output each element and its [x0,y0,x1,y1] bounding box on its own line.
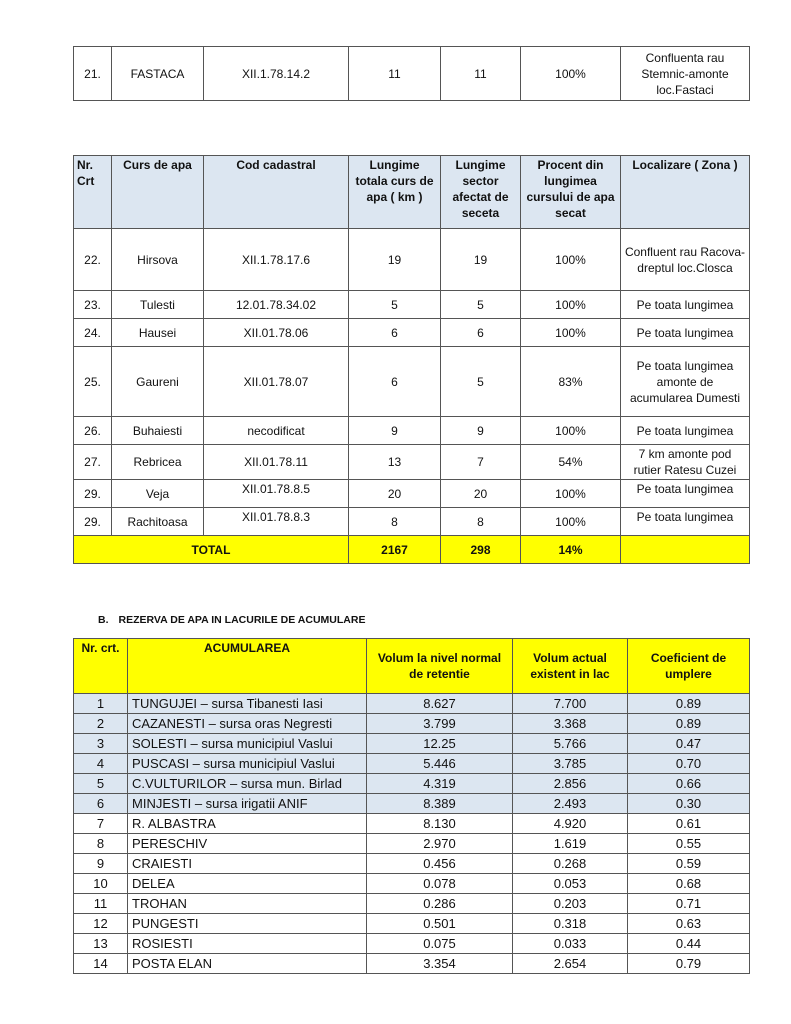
cell-cod: 12.01.78.34.02 [204,291,349,319]
cell-coeficient: 0.68 [628,874,750,894]
cell-loc: Pe toata lungimea amonte de acumularea Dumesti [621,347,750,417]
cell-lung-sec: 7 [441,445,521,480]
table-row [74,229,750,291]
table-row [74,47,750,101]
cell-acumularea: PUSCASI – sursa municipiul Vaslui [128,754,367,774]
total-lung-tot: 2167 [349,536,441,564]
cell-loc: Pe toata lungimea [621,319,750,347]
cell-volum-actual: 1.619 [513,834,628,854]
cell-volum-actual: 3.368 [513,714,628,734]
cell-lung-tot: 13 [349,445,441,480]
cell-volum-actual: 7.700 [513,694,628,714]
cell-nr: 26. [74,417,112,445]
cell-lung-sec: 19 [441,229,521,291]
table-row [74,480,750,508]
cell-nr: 14 [74,954,128,974]
cell-acumularea: CAZANESTI – sursa oras Negresti [128,714,367,734]
cell-nr: 12 [74,914,128,934]
section-b-heading [98,614,375,626]
cell-volum-nrn: 8.389 [367,794,513,814]
header-cod: Cod cadastral [204,156,349,229]
cell-nr: 2 [74,714,128,734]
cell-cod: XII.01.78.07 [204,347,349,417]
cell-nr: 29. [74,480,112,508]
cell-cod: XII.01.78.8.5 [204,480,349,508]
cell-curs: Gaureni [112,347,204,417]
cell-acumularea: MINJESTI – sursa irigatii ANIF [128,794,367,814]
cell-nr: 29. [74,508,112,536]
table-row [74,914,750,934]
cell-volum-nrn: 2.970 [367,834,513,854]
cell-acumularea: R. ALBASTRA [128,814,367,834]
cell-nr: 11 [74,894,128,914]
table-row [74,694,750,714]
cell-lung-tot: 8 [349,508,441,536]
cell-acumularea: DELEA [128,874,367,894]
total-loc [621,536,750,564]
header-nr: Nr. Crt [74,156,112,229]
cell-nr: 22. [74,229,112,291]
cell-lung-tot: 9 [349,417,441,445]
cell-lung-tot: 6 [349,347,441,417]
cell-volum-actual: 2.654 [513,954,628,974]
header-lung-tot: Lungime totala curs de apa ( km ) [349,156,441,229]
cell-volum-actual: 0.268 [513,854,628,874]
cell-nr: 3 [74,734,128,754]
cell-acumularea: SOLESTI – sursa municipiul Vaslui [128,734,367,754]
cell-nr: 7 [74,814,128,834]
table-row [74,417,750,445]
table-row [74,834,750,854]
table-row [74,954,750,974]
cell-lung-sec: 6 [441,319,521,347]
cell-lung-tot: 6 [349,319,441,347]
cell-volum-nrn: 3.799 [367,714,513,734]
cell-acumularea: POSTA ELAN [128,954,367,974]
total-label: TOTAL [74,536,349,564]
table-row [74,319,750,347]
cell-volum-actual: 5.766 [513,734,628,754]
cell-volum-nrn: 0.075 [367,934,513,954]
header-row [74,156,750,229]
cell-nr: 21. [74,47,112,101]
cell-lung-sec: 9 [441,417,521,445]
cell-nr: 1 [74,694,128,714]
cell-lung-sec: 5 [441,291,521,319]
header-loc: Localizare ( Zona ) [621,156,750,229]
cell-curs: Rachitoasa [112,508,204,536]
cell-loc: Confluenta rau Stemnic-amonte loc.Fastaci [621,47,750,101]
cell-lung-sec: 11 [441,47,521,101]
header-volum-actual: Volum actual existent in lac [513,639,628,694]
cell-cod: XII.1.78.14.2 [204,47,349,101]
cell-procent: 100% [521,417,621,445]
cell-nr: 23. [74,291,112,319]
cell-curs: Veja [112,480,204,508]
table-row [74,854,750,874]
table-continuation [73,46,750,101]
cell-lung-tot: 19 [349,229,441,291]
cell-volum-nrn: 8.130 [367,814,513,834]
cell-coeficient: 0.66 [628,774,750,794]
cell-procent: 100% [521,229,621,291]
header-curs: Curs de apa [112,156,204,229]
cell-curs: Hausei [112,319,204,347]
cell-volum-nrn: 4.319 [367,774,513,794]
cell-coeficient: 0.71 [628,894,750,914]
cell-loc: Pe toata lungimea [621,480,750,508]
table-row [74,347,750,417]
cell-volum-nrn: 3.354 [367,954,513,974]
cell-coeficient: 0.79 [628,954,750,974]
header-procent: Procent din lungimea cursului de apa secat [521,156,621,229]
cell-volum-actual: 0.033 [513,934,628,954]
cell-loc: Confluent rau Racova-dreptul loc.Closca [621,229,750,291]
cell-curs: Hirsova [112,229,204,291]
cell-volum-actual: 0.318 [513,914,628,934]
table-row [74,814,750,834]
cell-volum-actual: 4.920 [513,814,628,834]
cell-loc: Pe toata lungimea [621,417,750,445]
cell-procent: 100% [521,291,621,319]
cell-nr: 9 [74,854,128,874]
cell-coeficient: 0.89 [628,714,750,734]
cell-acumularea: TUNGUJEI – sursa Tibanesti Iasi [128,694,367,714]
cell-volum-nrn: 0.501 [367,914,513,934]
cell-nr: 24. [74,319,112,347]
cell-acumularea: PERESCHIV [128,834,367,854]
table-row [74,754,750,774]
cell-volum-nrn: 0.456 [367,854,513,874]
cell-procent: 100% [521,319,621,347]
cell-coeficient: 0.55 [628,834,750,854]
header-coeficient: Coeficient de umplere [628,639,750,694]
table-row [74,874,750,894]
cell-nr: 10 [74,874,128,894]
table-reservoirs [73,638,750,974]
cell-cod: XII.01.78.11 [204,445,349,480]
cell-lung-tot: 5 [349,291,441,319]
cell-nr: 13 [74,934,128,954]
header-nr: Nr. crt. [74,639,128,694]
cell-volum-actual: 0.053 [513,874,628,894]
cell-coeficient: 0.70 [628,754,750,774]
cell-acumularea: TROHAN [128,894,367,914]
cell-cod: necodificat [204,417,349,445]
cell-procent: 100% [521,480,621,508]
table-row [74,794,750,814]
cell-nr: 25. [74,347,112,417]
header-acumularea: ACUMULAREA [128,639,367,694]
cell-cod: XII.1.78.17.6 [204,229,349,291]
section-title: REZERVA DE APA IN LACURILE DE ACUMULARE [118,614,366,626]
table-row [74,714,750,734]
cell-cod: XII.01.78.06 [204,319,349,347]
cell-lung-sec: 5 [441,347,521,417]
cell-volum-actual: 3.785 [513,754,628,774]
cell-acumularea: C.VULTURILOR – sursa mun. Birlad [128,774,367,794]
cell-loc: Pe toata lungimea [621,508,750,536]
cell-acumularea: ROSIESTI [128,934,367,954]
cell-acumularea: PUNGESTI [128,914,367,934]
cell-loc: 7 km amonte pod rutier Ratesu Cuzei [621,445,750,480]
cell-nr: 5 [74,774,128,794]
total-row [74,536,750,564]
cell-procent: 83% [521,347,621,417]
header-lung-sec: Lungime sector afectat de seceta [441,156,521,229]
table-row [74,934,750,954]
cell-lung-sec: 8 [441,508,521,536]
total-procent: 14% [521,536,621,564]
section-letter: B. [98,614,109,626]
cell-lung-tot: 20 [349,480,441,508]
table-row [74,734,750,754]
cell-procent: 100% [521,47,621,101]
cell-coeficient: 0.30 [628,794,750,814]
table-row [74,445,750,480]
table-row [74,291,750,319]
cell-nr: 27. [74,445,112,480]
cell-procent: 100% [521,508,621,536]
cell-lung-sec: 20 [441,480,521,508]
table-drought-watercourses [73,155,750,564]
cell-volum-actual: 2.493 [513,794,628,814]
cell-procent: 54% [521,445,621,480]
cell-volum-nrn: 5.446 [367,754,513,774]
cell-loc: Pe toata lungimea [621,291,750,319]
cell-volum-nrn: 8.627 [367,694,513,714]
cell-cod: XII.01.78.8.3 [204,508,349,536]
cell-curs: Buhaiesti [112,417,204,445]
cell-lung-tot: 11 [349,47,441,101]
cell-acumularea: CRAIESTI [128,854,367,874]
cell-nr: 4 [74,754,128,774]
cell-curs: Rebricea [112,445,204,480]
total-lung-sec: 298 [441,536,521,564]
cell-coeficient: 0.61 [628,814,750,834]
cell-curs: Tulesti [112,291,204,319]
header-row [74,639,750,694]
cell-volum-actual: 2.856 [513,774,628,794]
cell-volum-nrn: 12.25 [367,734,513,754]
cell-nr: 8 [74,834,128,854]
cell-volum-nrn: 0.078 [367,874,513,894]
cell-nr: 6 [74,794,128,814]
cell-curs: FASTACA [112,47,204,101]
table-row [74,894,750,914]
cell-coeficient: 0.89 [628,694,750,714]
cell-coeficient: 0.47 [628,734,750,754]
header-volum-nrn: Volum la nivel normal de retentie [367,639,513,694]
cell-volum-actual: 0.203 [513,894,628,914]
cell-coeficient: 0.63 [628,914,750,934]
table-row [74,508,750,536]
cell-coeficient: 0.59 [628,854,750,874]
table-row [74,774,750,794]
cell-coeficient: 0.44 [628,934,750,954]
cell-volum-nrn: 0.286 [367,894,513,914]
